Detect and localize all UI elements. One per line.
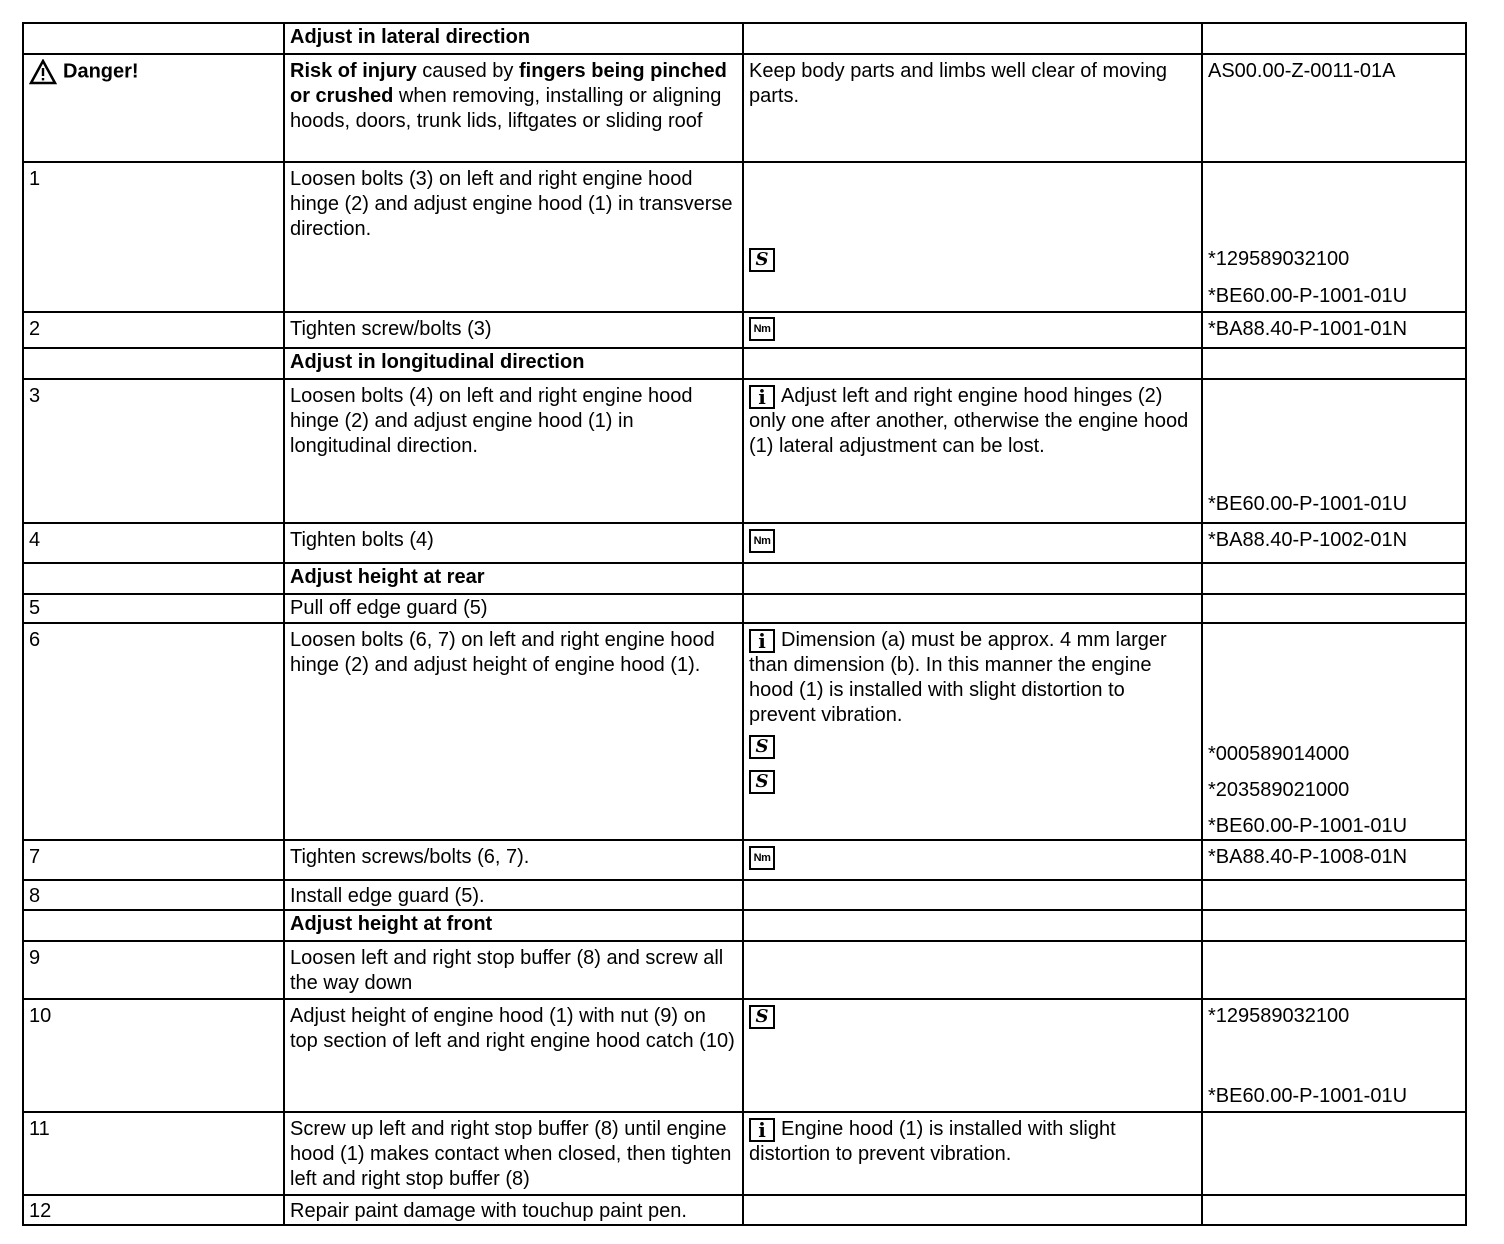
step-reference: *129589032100 — [1208, 248, 1350, 270]
tool-icon: S — [749, 735, 775, 759]
step-reference: *129589032100 — [1208, 1005, 1350, 1027]
danger-description: Risk of injury caused by fingers being pinched or crushed when removing, installing or aligning hoods, doors, trunk lids, liftgates or sliding roof — [290, 60, 727, 132]
step-reference: *BE60.00-P-1001-01U — [1208, 815, 1408, 837]
info-icon: i — [749, 1118, 775, 1142]
section-row — [23, 348, 1466, 379]
step-note: Engine hood (1) is installed with slight distortion to prevent vibration. — [749, 1118, 1116, 1165]
danger-label: Danger! — [63, 60, 139, 83]
step-note: Dimension (a) must be approx. 4 mm larger than dimension (b). In this manner the engine hood (1) is installed with slight distortion to prevent vibration. — [749, 629, 1167, 726]
step-text: Loosen left and right stop buffer (8) and screw all the way down — [290, 947, 724, 994]
step-number: 5 — [29, 597, 41, 619]
step-row — [23, 880, 1466, 910]
step-number: 10 — [29, 1005, 52, 1027]
step-note: Adjust left and right engine hood hinges (2) only one after another, otherwise the engine hood (1) lateral adjustment can be lost. — [749, 385, 1189, 457]
step-row — [23, 840, 1466, 880]
step-row — [23, 941, 1466, 999]
step-row — [23, 999, 1466, 1112]
step-number: 1 — [29, 168, 41, 190]
step-row — [23, 594, 1466, 623]
step-text: Repair paint damage with touchup paint pen. — [290, 1200, 687, 1222]
step-reference: *BE60.00-P-1001-01U — [1208, 285, 1408, 307]
procedure-table — [22, 22, 1467, 1226]
step-number: 7 — [29, 846, 41, 868]
warning-triangle-icon — [29, 59, 57, 85]
step-number: 12 — [29, 1200, 52, 1222]
torque-nm-icon: Nm — [749, 529, 775, 553]
step-row — [23, 379, 1466, 523]
step-reference: *203589021000 — [1208, 779, 1350, 801]
torque-nm-icon: Nm — [749, 317, 775, 341]
section-title: Adjust in lateral direction — [290, 26, 531, 48]
info-icon: i — [749, 629, 775, 653]
step-number: 3 — [29, 385, 41, 407]
torque-nm-icon: Nm — [749, 846, 775, 870]
step-reference: *BA88.40-P-1001-01N — [1208, 318, 1408, 340]
step-number: 11 — [29, 1118, 50, 1140]
step-number: 9 — [29, 947, 41, 969]
step-reference: *BA88.40-P-1008-01N — [1208, 846, 1408, 868]
tool-icon: S — [749, 770, 775, 794]
step-number: 4 — [29, 529, 41, 551]
step-row — [23, 523, 1466, 563]
info-icon: i — [749, 385, 775, 409]
step-text: Tighten screws/bolts (6, 7). — [290, 846, 530, 868]
step-number: 6 — [29, 629, 41, 651]
tool-icon: S — [749, 1005, 775, 1029]
step-text: Tighten bolts (4) — [290, 529, 434, 551]
step-text: Loosen bolts (6, 7) on left and right engine hood hinge (2) and adjust height of engine hood (1). — [290, 629, 715, 676]
section-title: Adjust height at rear — [290, 566, 485, 588]
step-reference: *000589014000 — [1208, 743, 1350, 765]
danger-row — [23, 54, 1466, 162]
step-text: Install edge guard (5). — [290, 885, 485, 907]
step-row — [23, 1112, 1466, 1195]
step-text: Loosen bolts (3) on left and right engine hood hinge (2) and adjust engine hood (1) in transverse direction. — [290, 168, 733, 240]
step-reference: *BE60.00-P-1001-01U — [1208, 1085, 1408, 1107]
section-title: Adjust height at front — [290, 913, 493, 935]
section-title: Adjust in longitudinal direction — [290, 351, 585, 373]
step-row — [23, 162, 1466, 312]
step-row — [23, 623, 1466, 840]
step-row — [23, 312, 1466, 348]
step-text: Adjust height of engine hood (1) with nut (9) on top section of left and right engine hood catch (10) — [290, 1005, 735, 1052]
danger-reference: AS00.00-Z-0011-01A — [1208, 60, 1396, 82]
danger-advice: Keep body parts and limbs well clear of moving parts. — [749, 60, 1167, 107]
step-reference: *BA88.40-P-1002-01N — [1208, 529, 1408, 551]
section-row — [23, 910, 1466, 941]
step-number: 2 — [29, 318, 41, 340]
tool-icon: S — [749, 248, 775, 272]
step-text: Screw up left and right stop buffer (8) until engine hood (1) makes contact when closed, then tighten left and right stop buffer (8) — [290, 1118, 732, 1190]
step-text: Pull off edge guard (5) — [290, 597, 488, 619]
step-reference: *BE60.00-P-1001-01U — [1208, 493, 1408, 515]
step-row — [23, 1195, 1466, 1225]
section-row — [23, 23, 1466, 54]
step-text: Tighten screw/bolts (3) — [290, 318, 492, 340]
step-number: 8 — [29, 885, 41, 907]
section-row — [23, 563, 1466, 594]
step-text: Loosen bolts (4) on left and right engine hood hinge (2) and adjust engine hood (1) in longitudinal direction. — [290, 385, 693, 457]
